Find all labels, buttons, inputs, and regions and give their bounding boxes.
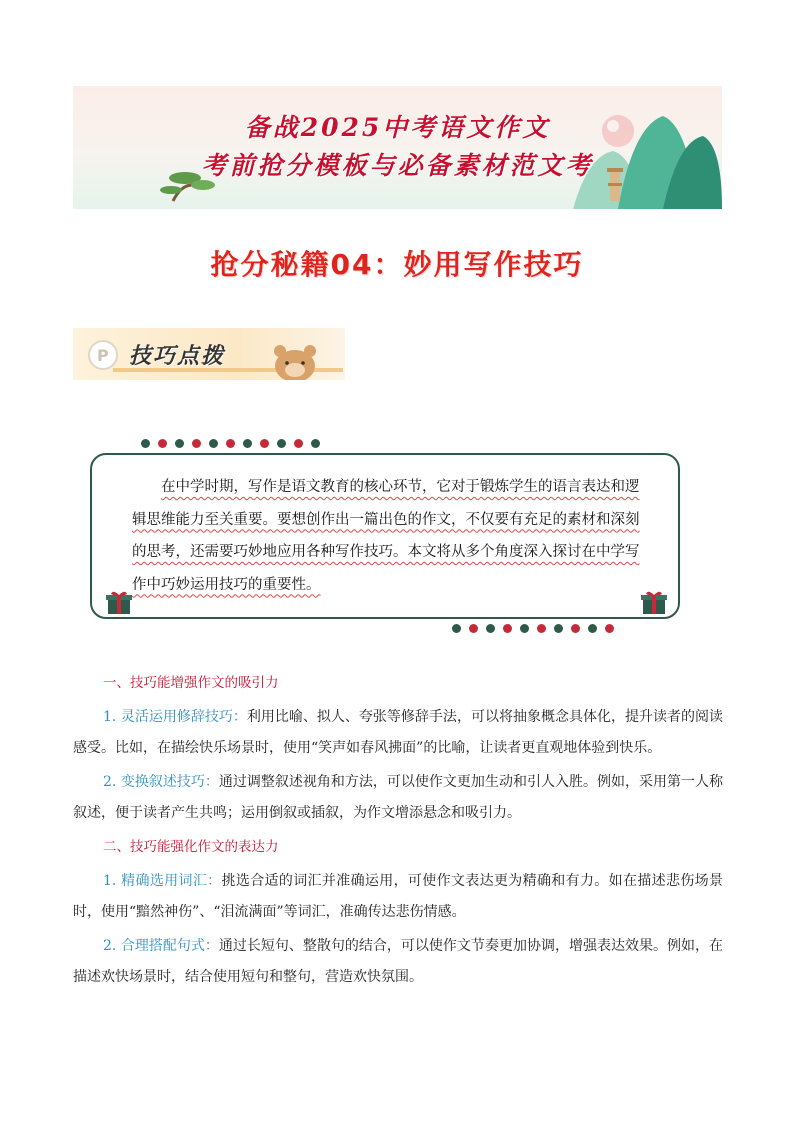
item-keyword: 精确选用词汇： [121,873,222,889]
dot [209,439,218,448]
dot [486,624,495,633]
dot [243,439,252,448]
section-heading: 一、技巧能增强作文的吸引力 [103,675,279,691]
dot [520,624,529,633]
section-heading: 二、技巧能强化作文的表达力 [103,839,279,855]
item-text: 通过调整叙述视角和方法，可以使作文更加生动和引人入胜。例如，采用第一人称叙述，便于读者产生共鸣；运用倒叙或插叙，为作文增添悬念和吸引力。 [73,774,724,821]
dot [260,439,269,448]
svg-text:P: P [97,346,109,365]
banner-title-line-2: 考前抢分模板与必备素材范文考 [201,151,594,180]
dot [588,624,597,633]
gift-icon [105,590,133,616]
section-badge [73,328,345,380]
item-text: 利用比喻、拟人、夸张等修辞手法，可以将抽象概念具体化，提升读者的阅读感受。比如，在描绘快乐场景时，使用“笑声如春风拂面”的比喻，让读者更直观地体验到快乐。 [73,709,724,756]
dot [226,439,235,448]
item-number: 1. [103,709,117,725]
header-banner [73,86,722,209]
dot [141,439,150,448]
item-number: 2. [103,938,117,954]
decor-dots-bottom [452,624,614,633]
decor-dots-top [141,439,320,448]
dot [192,439,201,448]
intro-box [90,453,680,619]
dot [452,624,461,633]
list-item [73,931,723,993]
dot [469,624,478,633]
dot [503,624,512,633]
dot [294,439,303,448]
intro-paragraph: 在中学时期，写作是语文教育的核心环节，它对于锻炼学生的语言表达和逻辑思维能力至关重要。要想创作出一篇出色的作文，不仅要有充足的素材和深刻的思考，还需要巧妙地应用各种写作技巧。本文将从多个角度深入探讨在中学写作中巧妙运用技巧的重要性。 [132,479,640,593]
dot [554,624,563,633]
list-item [73,702,723,764]
item-text: 通过长短句、整散句的结合，可以使作文节奏更加协调，增强表达效果。例如，在描述欢快场景时，结合使用短句和整句，营造欢快氛围。 [73,938,724,985]
gift-icon [640,590,668,616]
dot [277,439,286,448]
banner-title-line-1: 备战2025中考语文作文 [244,113,551,142]
item-keyword: 合理搭配句式： [120,938,219,954]
dot [311,439,320,448]
page-title: 抢分秘籍04：妙用写作技巧 [210,248,584,281]
item-text: 挑选合适的词汇并准确运用，可使作文表达更为精确和有力。如在描述悲伤场景时，使用“黯然神伤”、“泪流满面”等词汇，准确传达悲伤情感。 [73,873,724,920]
dot [175,439,184,448]
dot [605,624,614,633]
item-keyword: 灵活运用修辞技巧： [120,709,247,725]
dot [158,439,167,448]
dot [537,624,546,633]
item-number: 2. [103,774,117,790]
dot [571,624,580,633]
section-badge-label: 技巧点拨 [129,344,226,369]
list-item [73,767,723,829]
list-item [73,866,723,928]
item-number: 1. [103,873,117,889]
item-keyword: 变换叙述技巧： [120,774,219,790]
article-body [73,668,723,996]
intro-text [132,471,647,601]
